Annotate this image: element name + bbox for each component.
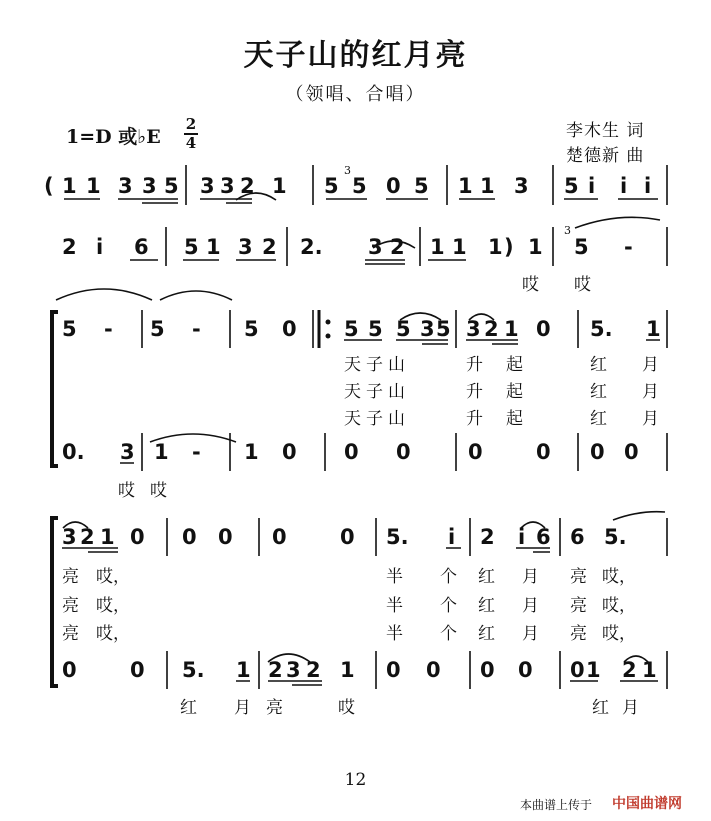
lyric: 天: [344, 355, 361, 375]
lyric: 山: [388, 355, 405, 375]
key-signature: 1=D 或♭E: [66, 126, 161, 148]
note: 5.: [182, 658, 205, 682]
note: 5: [414, 174, 429, 198]
lyric: 亮: [62, 567, 79, 587]
lyric: 红: [590, 355, 607, 375]
note: 1: [206, 235, 221, 259]
lyric: 哎: [338, 698, 355, 718]
note: 5: [436, 317, 451, 341]
note-dash: -: [192, 440, 201, 464]
note: 1: [642, 658, 657, 682]
time-signature-top: 2: [185, 115, 197, 133]
note: i: [620, 174, 628, 198]
note: 1: [430, 235, 445, 259]
note: 5: [324, 174, 339, 198]
lyric: 哎，: [602, 567, 636, 587]
note: 0: [340, 525, 355, 549]
note: 1: [504, 317, 519, 341]
lyric: 亮: [62, 624, 79, 644]
note: 1: [340, 658, 355, 682]
note: 5: [574, 235, 589, 259]
note: 0: [386, 658, 401, 682]
note: 1: [236, 658, 251, 682]
lyricist-credit: 李木生 词: [566, 121, 645, 141]
lyric: 月: [234, 698, 251, 718]
grace-note: 3: [344, 164, 351, 177]
note: 0: [426, 658, 441, 682]
note: 3: [220, 174, 235, 198]
note: 1: [452, 235, 467, 259]
note: 0: [386, 174, 401, 198]
note: 1: [646, 317, 661, 341]
note: 0: [218, 525, 233, 549]
lyric: 个: [440, 624, 457, 644]
lyric: 升: [466, 355, 483, 375]
note: 3: [466, 317, 481, 341]
lyric: 红: [478, 596, 495, 616]
lyric: 亮: [62, 596, 79, 616]
score-title: 天子山的红月亮: [243, 38, 468, 73]
note: 5: [62, 317, 77, 341]
lyric: 哎，: [96, 567, 130, 587]
composer-credit: 楚德新 曲: [566, 146, 645, 166]
note: i: [96, 235, 104, 259]
note-dash: -: [192, 317, 201, 341]
lyric: 哎: [150, 481, 167, 501]
note: 0: [536, 317, 551, 341]
lyric: 哎，: [96, 624, 130, 644]
lyric: 升: [466, 409, 483, 429]
note: 1: [62, 174, 77, 198]
note: 2: [268, 658, 283, 682]
lyric: 起: [506, 355, 523, 375]
lyric: 个: [440, 596, 457, 616]
lyric: 哎: [118, 481, 135, 501]
time-signature-bottom: 4: [185, 134, 197, 152]
note: 0: [62, 658, 77, 682]
note-paren-close: ): [504, 235, 514, 259]
site-logo[interactable]: 中国曲谱网: [612, 796, 682, 812]
note: 6: [134, 235, 149, 259]
note: 2: [240, 174, 255, 198]
lyric: 升: [466, 382, 483, 402]
note: 6: [536, 525, 551, 549]
note: 0: [272, 525, 287, 549]
note: i: [644, 174, 652, 198]
note: 5: [244, 317, 259, 341]
note: 0: [344, 440, 359, 464]
lyric: 山: [388, 409, 405, 429]
lyric: 子: [366, 409, 383, 429]
note: 5: [184, 235, 199, 259]
grace-note: 3: [564, 224, 571, 237]
lyric: 山: [388, 382, 405, 402]
note: 1: [244, 440, 259, 464]
note-dash: -: [104, 317, 113, 341]
lyric: 天: [344, 409, 361, 429]
note: 1: [488, 235, 503, 259]
note: 2: [622, 658, 637, 682]
lyric: 亮: [570, 567, 587, 587]
lyric: 半: [386, 596, 403, 616]
lyric: 亮: [570, 624, 587, 644]
note: 0: [468, 440, 483, 464]
note: 1: [86, 174, 101, 198]
note: 5: [396, 317, 411, 341]
lyric: 月: [522, 624, 539, 644]
note: 5: [344, 317, 359, 341]
lyric: 亮: [570, 596, 587, 616]
lyric: 半: [386, 567, 403, 587]
note: 0: [570, 658, 585, 682]
note: 2: [480, 525, 495, 549]
lyric: 月: [642, 355, 659, 375]
note: 0: [624, 440, 639, 464]
note: 2: [484, 317, 499, 341]
lyric: 起: [506, 382, 523, 402]
page-number: 12: [344, 770, 367, 790]
lyric: 红: [180, 698, 197, 718]
note: i: [448, 525, 456, 549]
lyric: 红: [478, 624, 495, 644]
lyric: 天: [344, 382, 361, 402]
note: 5: [164, 174, 179, 198]
note: 5.: [604, 525, 627, 549]
note: 1: [458, 174, 473, 198]
lyric: 个: [440, 567, 457, 587]
lyric: 红: [478, 567, 495, 587]
note: 2: [306, 658, 321, 682]
note: 1: [528, 235, 543, 259]
note: 0: [282, 440, 297, 464]
note: 1: [272, 174, 287, 198]
note-dash: -: [624, 235, 633, 259]
note: 3: [420, 317, 435, 341]
note: 0: [536, 440, 551, 464]
note: 0: [590, 440, 605, 464]
lyric: 月: [622, 698, 639, 718]
note: 1: [586, 658, 601, 682]
lyric: 亮: [266, 698, 283, 718]
note: 3: [200, 174, 215, 198]
lyric: 哎，: [602, 624, 636, 644]
lyric: 哎，: [602, 596, 636, 616]
lyric: 子: [366, 355, 383, 375]
note: 1: [480, 174, 495, 198]
lyric: 红: [592, 698, 609, 718]
note: 2: [262, 235, 277, 259]
note: 0: [396, 440, 411, 464]
lyric: 月: [642, 409, 659, 429]
lyric: 红: [590, 382, 607, 402]
note: 0: [518, 658, 533, 682]
note: 0.: [62, 440, 85, 464]
note: 0: [480, 658, 495, 682]
lyric: 哎，: [96, 596, 130, 616]
note: 1: [154, 440, 169, 464]
note: 3: [142, 174, 157, 198]
lyric: 哎: [522, 275, 539, 295]
note: 5.: [386, 525, 409, 549]
lyric: 哎: [574, 275, 591, 295]
note: 5.: [590, 317, 613, 341]
lyric: 月: [642, 382, 659, 402]
note: 1: [100, 525, 115, 549]
note: i: [588, 174, 596, 198]
note: 5: [352, 174, 367, 198]
note: 3: [118, 174, 133, 198]
note: 3: [120, 440, 135, 464]
note: 5: [150, 317, 165, 341]
note: 3: [368, 235, 383, 259]
note: 5: [368, 317, 383, 341]
note: 3: [238, 235, 253, 259]
note: 0: [282, 317, 297, 341]
note: 3: [62, 525, 77, 549]
note: 2.: [300, 235, 323, 259]
note: 0: [130, 525, 145, 549]
lyric: 红: [590, 409, 607, 429]
note: 5: [564, 174, 579, 198]
note: 0: [182, 525, 197, 549]
score-subtitle: （领唱、合唱）: [285, 84, 426, 105]
note: 2: [390, 235, 405, 259]
note: 3: [286, 658, 301, 682]
lyric: 月: [522, 596, 539, 616]
note-paren-open: (: [44, 174, 54, 198]
note: 0: [130, 658, 145, 682]
lyric: 半: [386, 624, 403, 644]
upload-note: 本曲谱上传于: [520, 798, 593, 812]
note: 6: [570, 525, 585, 549]
lyric: 起: [506, 409, 523, 429]
note: i: [518, 525, 526, 549]
lyric: 月: [522, 567, 539, 587]
note: 2: [80, 525, 95, 549]
note: 2: [62, 235, 77, 259]
lyric: 子: [366, 382, 383, 402]
note: 3: [514, 174, 529, 198]
